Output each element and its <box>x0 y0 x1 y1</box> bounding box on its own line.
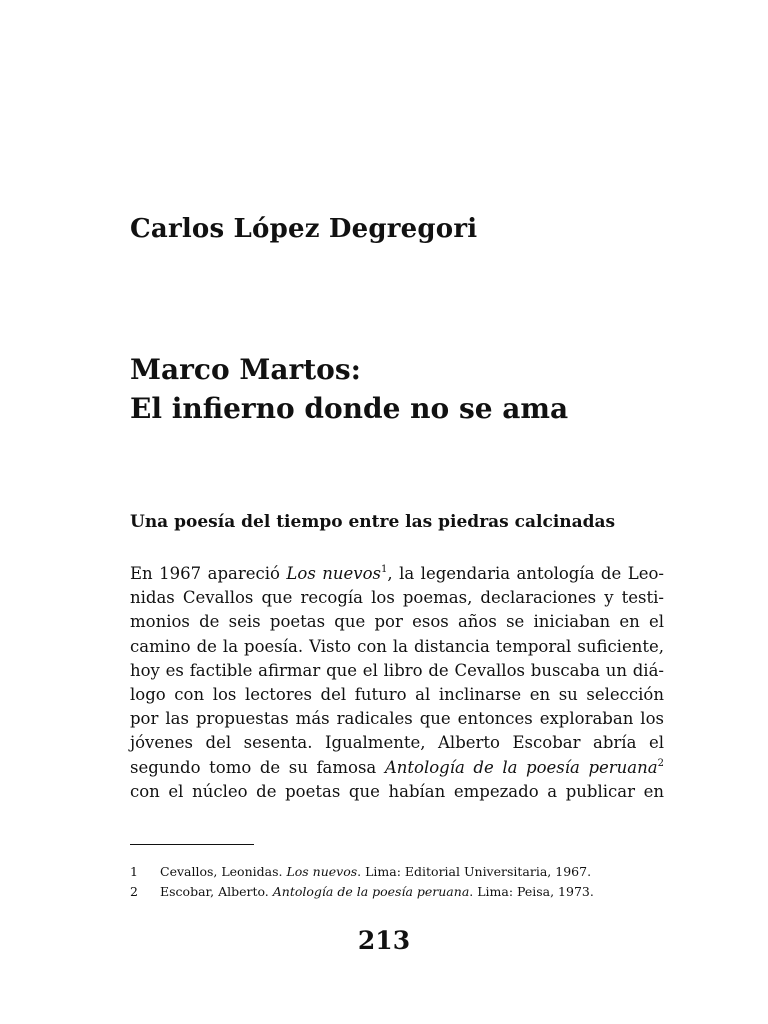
body-line-9 <box>130 756 664 780</box>
footnote-2 <box>130 882 690 902</box>
chapter-title-line-1: Marco Martos: <box>130 353 361 386</box>
footnote-1 <box>130 862 690 882</box>
footnotes <box>130 862 690 902</box>
body-line-8: jóvenes del sesenta. Igualmente, Alberto Escobar abría el <box>130 733 664 753</box>
footnote-text: Escobar, Alberto. <box>160 884 273 899</box>
book-title-los-nuevos: Los nuevos <box>286 564 381 583</box>
footnote-text: Cevallos, Leonidas. <box>160 864 287 879</box>
page-number: 213 <box>357 926 411 955</box>
body-line-9-start: segundo tomo de su famosa <box>130 757 385 777</box>
footnote-text-end: . Lima: Editorial Universitaria, 1967. <box>357 864 592 879</box>
footnote-book-title: Los nuevos <box>286 864 358 879</box>
body-line-3: monios de seis poetas que por esos años se iniciaban en el <box>130 612 664 632</box>
footnote-text-end: . Lima: Peisa, 1973. <box>469 884 594 899</box>
body-line-4: camino de la poesía. Visto con la distancia temporal suficiente, <box>130 636 664 656</box>
body-line-1 <box>130 562 664 586</box>
book-title-antologia: Antología de la poesía peruana <box>384 757 658 777</box>
footnote-number: 2 <box>130 884 138 899</box>
body-line-1-start: En 1967 apareció <box>130 564 287 583</box>
footnote-ref-1[interactable]: 1 <box>381 564 388 575</box>
chapter-title <box>130 350 568 428</box>
footnote-ref-2[interactable]: 2 <box>657 757 664 769</box>
footnote-divider <box>130 844 254 845</box>
body-line-10: con el núcleo de poetas que habían empezado a publicar en <box>130 781 664 801</box>
chapter-title-line-2: El infierno donde no se ama <box>130 392 569 425</box>
author-name: Carlos López Degregori <box>130 214 478 244</box>
body-line-6: logo con los lectores del futuro al inclinarse en su selección <box>130 684 664 704</box>
body-line-1-end: , la legendaria antología de Leo- <box>387 564 664 583</box>
body-line-5: hoy es factible afirmar que el libro de Cevallos buscaba un diá- <box>130 660 664 680</box>
section-heading: Una poesía del tiempo entre las piedras calcinadas <box>130 512 616 532</box>
footnote-book-title: Antología de la poesía peruana <box>272 884 470 899</box>
footnote-number: 1 <box>130 864 138 879</box>
body-line-2: nidas Cevallos que recogía los poemas, declaraciones y testi- <box>130 588 664 608</box>
body-paragraph <box>130 562 664 804</box>
body-line-7: por las propuestas más radicales que entonces exploraban los <box>130 709 664 729</box>
